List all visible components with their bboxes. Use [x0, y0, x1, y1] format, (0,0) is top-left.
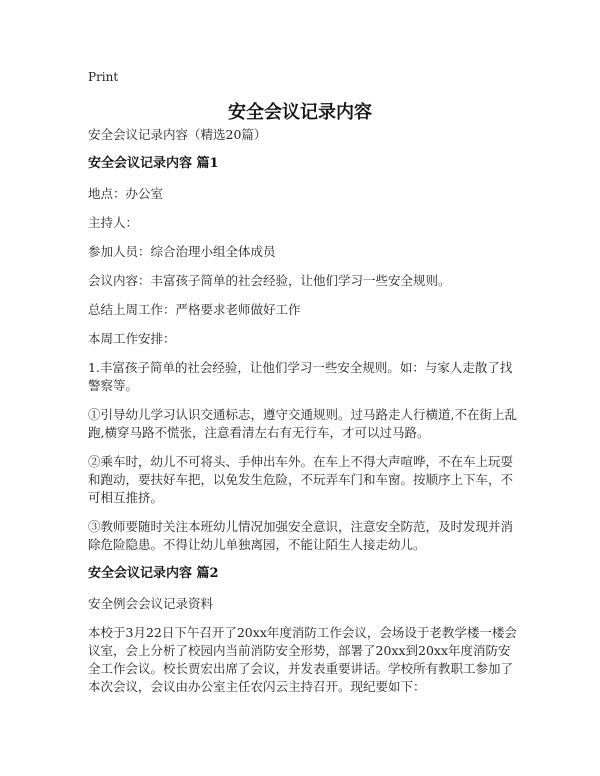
paragraph: 1.丰富孩子简单的社会经验，让他们学习一些安全规则。如：与家人走散了找警察等。 [88, 360, 513, 393]
paragraph: ①引导幼儿学习认识交通标志，遵守交通规则。过马路走人行横道,不在街上乱跑,横穿马路不慌张，注意看清左右有无行车，才可以过马路。 [88, 407, 517, 440]
paragraph: 地点：办公室 [88, 186, 164, 201]
paragraph: 本周工作安排： [88, 331, 176, 346]
page-title: 安全会议记录内容 [228, 102, 372, 123]
paragraph: ②乘车时，幼儿不可将头、手伸出车外。在车上不得大声喧哗，不在车上玩耍和跑动，要扶好车把，以免发生危险，不玩弄车门和车窗。按顺序上下车，不可相互推挤。 [88, 454, 514, 505]
section-1 [88, 155, 520, 554]
paragraph: 安全例会会议记录资料 [88, 596, 214, 611]
document-body [88, 126, 520, 707]
section-2 [88, 565, 520, 696]
print-link[interactable]: Print [88, 70, 119, 84]
paragraph: 总结上周工作：严格要求老师做好工作 [88, 302, 301, 317]
paragraph: 本校于3月22日下午召开了20xx年度消防工作会议，会场设于老教学楼一楼会议室，会上分析了校园内当前消防安全形势，部署了20xx到20xx年度消防安全工作会议。校长贾宏出席了会议，并发表重要讲话。学校所有教职工参加了本次会议，会议由办公室主任农闪云主持召开。现纪要如下： [88, 625, 517, 694]
paragraph: ③教师要随时关注本班幼儿情况加强安全意识，注意安全防范，及时发现并消除危险隐患。不得让幼儿单独离园，不能让陌生人接走幼儿。 [88, 519, 514, 552]
paragraph: 会议内容：丰富孩子简单的社会经验，让他们学习一些安全规则。 [88, 273, 451, 288]
paragraph: 主持人： [88, 215, 139, 230]
paragraph: 参加人员：综合治理小组全体成员 [88, 244, 276, 259]
section-heading: 安全会议记录内容 篇1 [88, 156, 219, 171]
document-subtitle: 安全会议记录内容（精选20篇） [88, 127, 267, 142]
section-heading: 安全会议记录内容 篇2 [88, 566, 219, 581]
